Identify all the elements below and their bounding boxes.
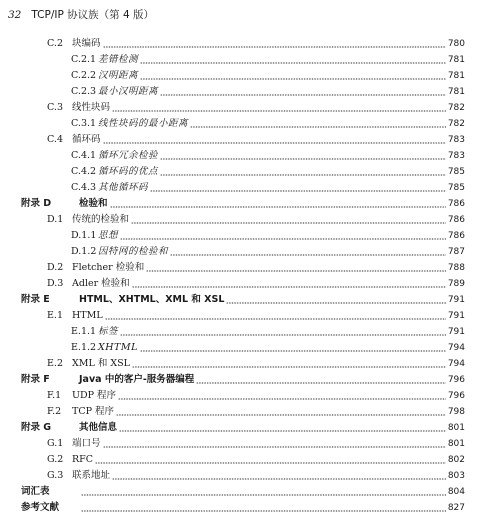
toc-entry-title: RFC bbox=[72, 454, 94, 465]
dot-leader bbox=[103, 142, 446, 144]
dot-leader bbox=[81, 510, 446, 512]
dot-leader bbox=[226, 302, 445, 304]
toc-entry-page: 791 bbox=[447, 327, 465, 337]
toc-entry[interactable] bbox=[0, 52, 477, 68]
toc-entry-title: 差错检测 bbox=[98, 54, 139, 65]
toc-entry-page: 803 bbox=[447, 471, 465, 481]
toc-entry-number: C.4.2 bbox=[71, 166, 97, 177]
toc-entry-page: 785 bbox=[447, 183, 465, 193]
dot-leader bbox=[95, 462, 446, 464]
page-number: 32 bbox=[8, 9, 22, 21]
toc-entry-page: 796 bbox=[447, 391, 465, 401]
toc-entry-title: 线性块码的最小距离 bbox=[98, 118, 189, 129]
toc-entry-number: F.1 bbox=[47, 390, 62, 401]
toc-entry-title: 最小汉明距离 bbox=[98, 86, 159, 97]
toc-entry-page: 791 bbox=[447, 311, 465, 321]
toc-entry-page: 802 bbox=[447, 455, 465, 465]
toc-entry-title: 循环码的优点 bbox=[98, 166, 159, 177]
toc-entry-title: 其他信息 bbox=[79, 422, 118, 433]
toc-entry-number: 词汇表 bbox=[21, 486, 50, 497]
toc-entry-number: 附录 G bbox=[21, 422, 52, 433]
toc-entry-page: 783 bbox=[447, 151, 465, 161]
toc-entry[interactable] bbox=[0, 500, 477, 516]
toc-entry[interactable] bbox=[0, 452, 477, 468]
dot-leader bbox=[131, 222, 446, 224]
toc-entry[interactable] bbox=[0, 132, 477, 148]
toc-entry[interactable] bbox=[0, 196, 477, 212]
dot-leader bbox=[170, 254, 446, 256]
toc-entry-number: C.3 bbox=[47, 102, 63, 113]
toc-entry[interactable] bbox=[0, 36, 477, 52]
toc-entry-title: 其他循环码 bbox=[98, 182, 149, 193]
toc-entry-title: XML 和 XSL bbox=[72, 358, 130, 369]
toc-entry-number: F.2 bbox=[47, 406, 62, 417]
dot-leader bbox=[140, 350, 446, 352]
dot-leader bbox=[112, 110, 446, 112]
toc-entry-number: G.1 bbox=[47, 438, 64, 449]
toc-entry-page: 782 bbox=[447, 119, 465, 129]
dot-leader bbox=[103, 446, 446, 448]
toc-entry-number: C.4.1 bbox=[71, 150, 97, 161]
toc-entry-page: 781 bbox=[447, 71, 465, 81]
dot-leader bbox=[110, 206, 446, 208]
dot-leader bbox=[81, 494, 446, 496]
toc-entry-number: D.1.2 bbox=[71, 246, 97, 257]
toc-entry-title: 循环码 bbox=[72, 134, 101, 145]
toc-entry-page: 789 bbox=[447, 279, 465, 289]
toc-entry-title: 标签 bbox=[98, 326, 119, 337]
book-title: TCP/IP 协议族（第 4 版） bbox=[31, 9, 154, 21]
toc-entry-page: 804 bbox=[447, 487, 465, 497]
dot-leader bbox=[105, 318, 446, 320]
toc-entry[interactable] bbox=[0, 340, 477, 356]
toc-entry-number: E.2 bbox=[47, 358, 63, 369]
toc-entry-page: 781 bbox=[447, 87, 465, 97]
toc-entry-number: C.2.1 bbox=[71, 54, 97, 65]
dot-leader bbox=[160, 158, 446, 160]
toc-entry[interactable] bbox=[0, 484, 477, 500]
toc-entry-title: 传统的检验和 bbox=[72, 214, 130, 225]
toc-entry-number: D.1.1 bbox=[71, 230, 97, 241]
toc-entry-number: 附录 E bbox=[21, 294, 50, 305]
toc-entry-page: 785 bbox=[447, 167, 465, 177]
toc-entry[interactable] bbox=[0, 228, 477, 244]
toc-entry[interactable] bbox=[0, 420, 477, 436]
toc-entry[interactable] bbox=[0, 436, 477, 452]
dot-leader bbox=[119, 430, 446, 432]
toc-entry[interactable] bbox=[0, 404, 477, 420]
toc-entry-page: 796 bbox=[447, 375, 465, 385]
toc-entry-number: E.1.2 bbox=[71, 342, 97, 353]
toc-entry-title: UDP 程序 bbox=[72, 390, 117, 401]
toc-entry-page: 794 bbox=[447, 359, 465, 369]
toc-entry-title: 线性块码 bbox=[72, 102, 111, 113]
toc-entry-title: 思想 bbox=[98, 230, 119, 241]
toc-entry-title: 因特网的检验和 bbox=[98, 246, 169, 257]
toc-entry[interactable] bbox=[0, 388, 477, 404]
dot-leader bbox=[132, 366, 446, 368]
toc-entry-title: Fletcher 检验和 bbox=[72, 262, 145, 273]
toc-entry[interactable] bbox=[0, 324, 477, 340]
dot-leader bbox=[112, 478, 446, 480]
toc-entry-page: 780 bbox=[447, 39, 465, 49]
toc-entry-page: 786 bbox=[447, 199, 465, 209]
toc-entry-page: 782 bbox=[447, 103, 465, 113]
toc-entry-page: 786 bbox=[447, 231, 465, 241]
dot-leader bbox=[103, 46, 446, 48]
dot-leader bbox=[150, 190, 446, 192]
toc-entry[interactable] bbox=[0, 308, 477, 324]
dot-leader bbox=[146, 270, 446, 272]
toc-entry-number: E.1 bbox=[47, 310, 63, 321]
dot-leader bbox=[196, 382, 446, 384]
toc-entry-number: C.3.1 bbox=[71, 118, 97, 129]
toc-entry-number: 附录 D bbox=[21, 198, 52, 209]
toc-entry-title: 检验和 bbox=[79, 198, 108, 209]
toc-entry-title: 循环冗余检验 bbox=[98, 150, 159, 161]
toc-entry-page: 783 bbox=[447, 135, 465, 145]
toc-entry-page: 801 bbox=[447, 423, 465, 433]
toc-entry-page: 798 bbox=[447, 407, 465, 417]
toc-entry[interactable] bbox=[0, 356, 477, 372]
toc-entry-number: 参考文献 bbox=[21, 502, 60, 513]
toc-entry-title: Java 中的客户-服务器编程 bbox=[79, 374, 195, 385]
toc-entry-number: G.3 bbox=[47, 470, 64, 481]
toc-entry[interactable] bbox=[0, 276, 477, 292]
toc-entry-number: C.4 bbox=[47, 134, 63, 145]
toc-entry-number: E.1.1 bbox=[71, 326, 97, 337]
toc-entry-page: 786 bbox=[447, 215, 465, 225]
toc-entry[interactable] bbox=[0, 180, 477, 196]
toc-entry-number: 附录 F bbox=[21, 374, 50, 385]
toc-entry-number: D.2 bbox=[47, 262, 64, 273]
toc-entry-page: 827 bbox=[447, 503, 465, 513]
toc-entry-title: HTML、XHTML、XML 和 XSL bbox=[79, 294, 225, 305]
toc-entry[interactable] bbox=[0, 260, 477, 276]
toc-entry-title: 联系地址 bbox=[72, 470, 111, 481]
toc-entry-page: 801 bbox=[447, 439, 465, 449]
toc-entry[interactable] bbox=[0, 468, 477, 484]
toc-entry-title: TCP 程序 bbox=[72, 406, 115, 417]
toc-entry[interactable] bbox=[0, 148, 477, 164]
toc-entry[interactable] bbox=[0, 84, 477, 100]
running-header bbox=[8, 7, 154, 23]
toc-entry-title: Adler 检验和 bbox=[72, 278, 130, 289]
toc-entry-title: 汉明距离 bbox=[98, 70, 139, 81]
toc-entry-number: C.4.3 bbox=[71, 182, 97, 193]
toc-entry-page: 781 bbox=[447, 55, 465, 65]
dot-leader bbox=[120, 238, 446, 240]
toc-entry[interactable] bbox=[0, 100, 477, 116]
dot-leader bbox=[160, 174, 446, 176]
toc-entry-page: 788 bbox=[447, 263, 465, 273]
toc-entry-number: G.2 bbox=[47, 454, 64, 465]
toc-entry[interactable] bbox=[0, 164, 477, 180]
dot-leader bbox=[140, 78, 446, 80]
toc-entry-number: D.3 bbox=[47, 278, 64, 289]
toc-entry[interactable] bbox=[0, 372, 477, 388]
toc-entry-title: 块编码 bbox=[72, 38, 101, 49]
toc-entry[interactable] bbox=[0, 116, 477, 132]
toc-entry-number: C.2.3 bbox=[71, 86, 97, 97]
toc-entry[interactable] bbox=[0, 292, 477, 308]
dot-leader bbox=[140, 62, 446, 64]
toc-entry[interactable] bbox=[0, 212, 477, 228]
toc-entry-number: C.2.2 bbox=[71, 70, 97, 81]
dot-leader bbox=[160, 94, 446, 96]
table-of-contents bbox=[0, 36, 477, 516]
toc-entry[interactable] bbox=[0, 244, 477, 260]
dot-leader bbox=[116, 414, 446, 416]
dot-leader bbox=[190, 126, 446, 128]
toc-entry-page: 794 bbox=[447, 343, 465, 353]
dot-leader bbox=[132, 286, 446, 288]
toc-entry-title: XHTML bbox=[98, 342, 138, 353]
toc-entry-title: 端口号 bbox=[72, 438, 101, 449]
dot-leader bbox=[120, 334, 446, 336]
dot-leader bbox=[118, 398, 446, 400]
toc-entry-page: 787 bbox=[447, 247, 465, 257]
toc-entry[interactable] bbox=[0, 68, 477, 84]
toc-entry-number: D.1 bbox=[47, 214, 64, 225]
toc-entry-title: HTML bbox=[72, 310, 103, 321]
toc-entry-page: 791 bbox=[447, 295, 465, 305]
toc-entry-number: C.2 bbox=[47, 38, 63, 49]
